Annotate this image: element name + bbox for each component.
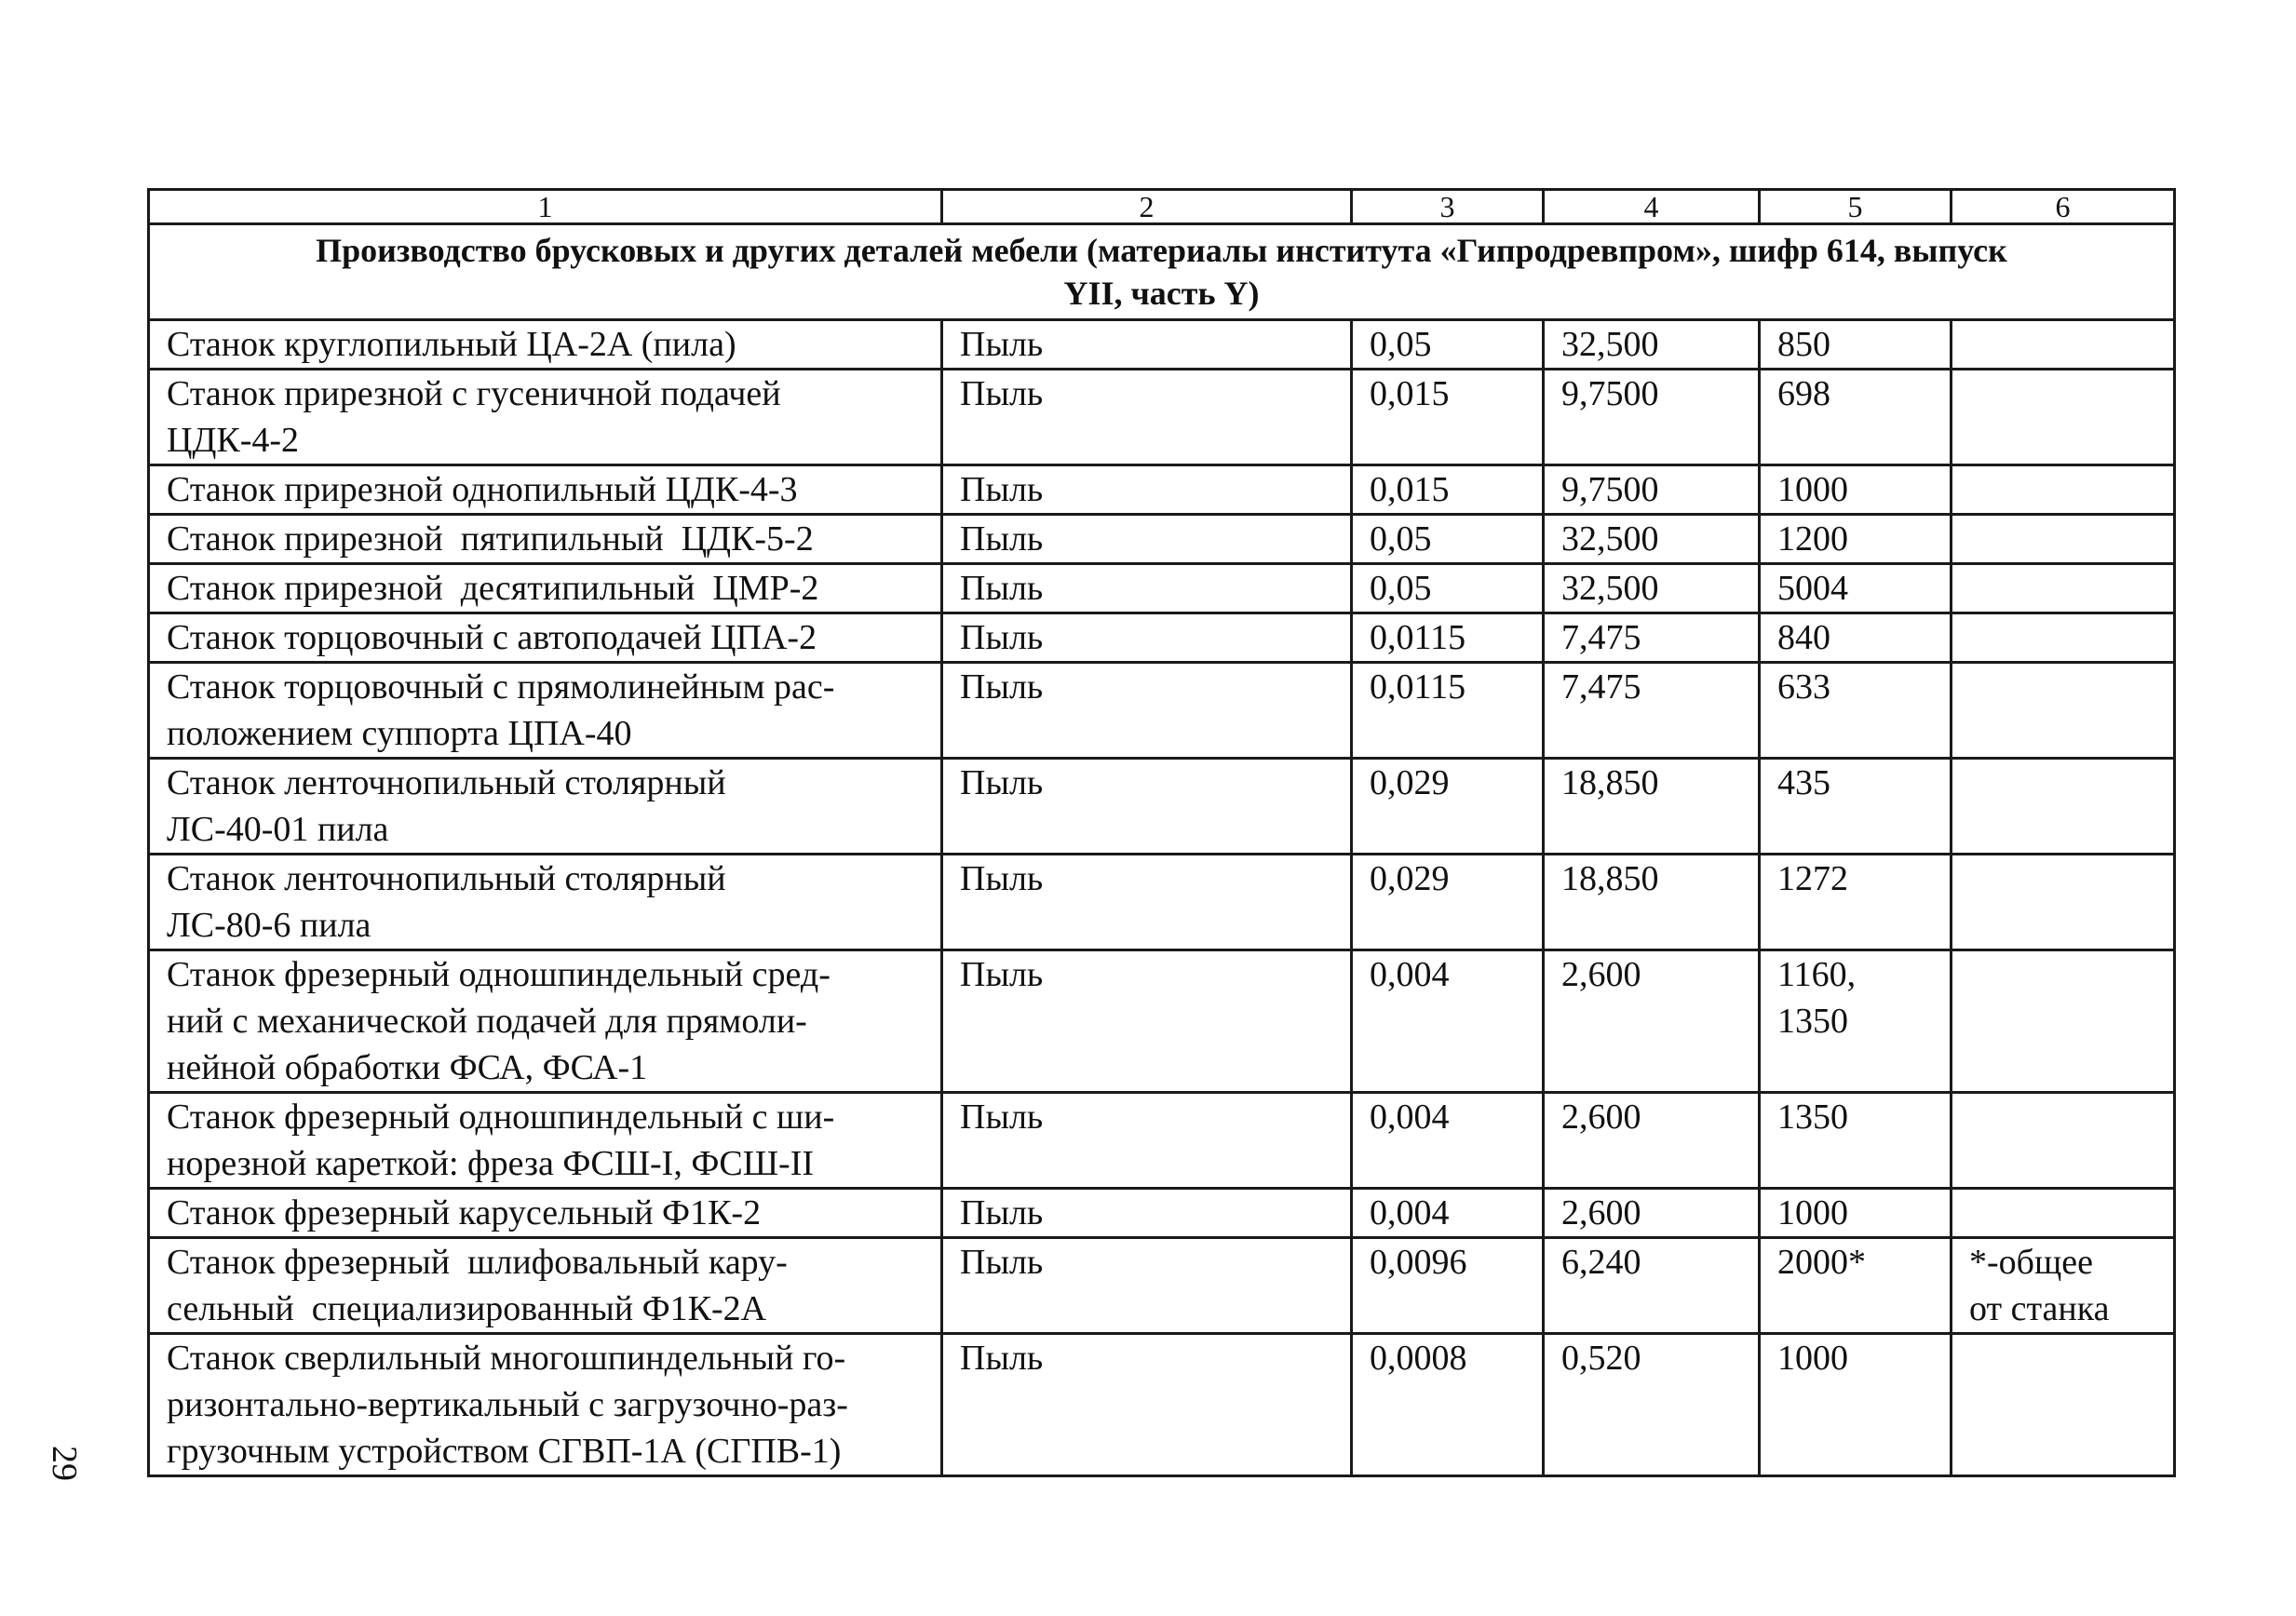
air-volume-cell-line: 698 [1777, 374, 1830, 413]
equipment-name-cell [149, 1093, 942, 1189]
air-volume-cell-line: 850 [1777, 325, 1830, 364]
equipment-name-cell-line: Станок прирезной однопильный ЦДК-4-3 [167, 470, 798, 509]
pollutant-cell: Пыль [942, 759, 1352, 855]
air-volume-cell [1760, 613, 1952, 663]
pollutant-cell: Пыль [942, 320, 1352, 370]
emission-gs-cell: 0,0096 [1352, 1238, 1544, 1334]
emission-gs-cell: 0,05 [1352, 320, 1544, 370]
emissions-table [147, 188, 2176, 1477]
table-row [149, 1334, 2175, 1476]
equipment-name-cell-line: Станок прирезной десятипильный ЦМР-2 [167, 569, 819, 608]
pollutant-cell: Пыль [942, 1093, 1352, 1189]
section-heading-line: Производство брусковых и других деталей мебели (материалы института «Гипродревпром», шифр 614, выпуск [316, 232, 2007, 269]
emission-ty-cell: 9,7500 [1544, 370, 1760, 465]
equipment-name-cell-line: положением суппорта ЦПА-40 [167, 714, 632, 753]
column-number: 3 [1352, 190, 1544, 224]
table-row [149, 564, 2175, 613]
air-volume-cell-line: 1350 [1777, 1098, 1848, 1137]
table-row [149, 1093, 2175, 1189]
air-volume-cell [1760, 1093, 1952, 1189]
pollutant-cell: Пыль [942, 465, 1352, 515]
table-row [149, 663, 2175, 759]
emission-ty-cell: 32,500 [1544, 564, 1760, 613]
air-volume-cell-line: 1200 [1777, 519, 1848, 559]
note-cell [1952, 1238, 2175, 1334]
table-row [149, 1189, 2175, 1238]
section-heading-line: YII, часть Y) [1063, 275, 1260, 312]
note-cell [1952, 1093, 2175, 1189]
note-cell [1952, 320, 2175, 370]
equipment-name-cell [149, 515, 942, 564]
note-cell-line: от станка [1969, 1289, 2110, 1328]
note-cell [1952, 465, 2175, 515]
air-volume-cell-line: 840 [1777, 618, 1830, 657]
table-row [149, 759, 2175, 855]
equipment-name-cell-line: Станок фрезерный карусельный Ф1К-2 [167, 1193, 762, 1232]
column-number: 4 [1544, 190, 1760, 224]
equipment-name-cell-line: Станок фрезерный одношпиндельный сред- [167, 955, 831, 994]
air-volume-cell [1760, 515, 1952, 564]
note-cell [1952, 515, 2175, 564]
equipment-name-cell-line: норезной кареткой: фреза ФСШ-I, ФСШ-II [167, 1144, 815, 1183]
air-volume-cell [1760, 1238, 1952, 1334]
note-cell [1952, 663, 2175, 759]
table-row [149, 465, 2175, 515]
emission-gs-cell: 0,05 [1352, 515, 1544, 564]
pollutant-cell: Пыль [942, 663, 1352, 759]
pollutant-cell: Пыль [942, 564, 1352, 613]
equipment-name-cell-line: ЛС-40-01 пила [167, 810, 389, 849]
column-number: 2 [942, 190, 1352, 224]
air-volume-cell [1760, 564, 1952, 613]
note-cell [1952, 855, 2175, 950]
air-volume-cell [1760, 855, 1952, 950]
emission-ty-cell: 7,475 [1544, 663, 1760, 759]
air-volume-cell [1760, 950, 1952, 1093]
equipment-name-cell-line: Станок сверлильный многошпиндельный го- [167, 1339, 846, 1378]
note-cell [1952, 1189, 2175, 1238]
equipment-name-cell-line: грузочным устройством СГВП-1А (СГПВ-1) [167, 1432, 842, 1471]
emission-ty-cell: 32,500 [1544, 515, 1760, 564]
equipment-name-cell [149, 855, 942, 950]
equipment-name-cell [149, 320, 942, 370]
equipment-name-cell [149, 663, 942, 759]
emission-ty-cell: 9,7500 [1544, 465, 1760, 515]
emission-gs-cell: 0,0008 [1352, 1334, 1544, 1476]
emission-ty-cell: 0,520 [1544, 1334, 1760, 1476]
emission-gs-cell: 0,05 [1352, 564, 1544, 613]
air-volume-cell [1760, 370, 1952, 465]
emission-ty-cell: 2,600 [1544, 1093, 1760, 1189]
table-row [149, 950, 2175, 1093]
air-volume-cell-line: 435 [1777, 763, 1830, 802]
section-heading-row [149, 224, 2175, 320]
equipment-name-cell-line: ний с механической подачей для прямоли- [167, 1002, 807, 1041]
air-volume-cell-line: 1000 [1777, 1193, 1848, 1232]
pollutant-cell: Пыль [942, 855, 1352, 950]
equipment-name-cell-line: Станок ленточнопильный столярный [167, 859, 726, 898]
equipment-name-cell-line: Станок прирезной с гусеничной подачей [167, 374, 781, 413]
emission-gs-cell: 0,004 [1352, 950, 1544, 1093]
equipment-name-cell-line: Станок ленточнопильный столярный [167, 763, 726, 802]
equipment-name-cell [149, 1189, 942, 1238]
air-volume-cell [1760, 320, 1952, 370]
note-cell [1952, 1334, 2175, 1476]
equipment-name-cell [149, 759, 942, 855]
emission-gs-cell: 0,0115 [1352, 613, 1544, 663]
column-number-row [149, 190, 2175, 224]
equipment-name-cell [149, 370, 942, 465]
air-volume-cell-line: 1350 [1777, 1002, 1848, 1041]
emission-ty-cell: 18,850 [1544, 759, 1760, 855]
section-heading [149, 224, 2175, 320]
pollutant-cell: Пыль [942, 1238, 1352, 1334]
note-cell [1952, 564, 2175, 613]
note-cell-line: *-общее [1969, 1243, 2093, 1282]
emission-ty-cell: 32,500 [1544, 320, 1760, 370]
equipment-name-cell-line: Станок прирезной пятипильный ЦДК-5-2 [167, 519, 814, 559]
pollutant-cell: Пыль [942, 1334, 1352, 1476]
equipment-name-cell-line: Станок торцовочный с прямолинейным рас- [167, 667, 835, 707]
equipment-name-cell-line: Станок круглопильный ЦА-2А (пила) [167, 325, 736, 364]
equipment-name-cell [149, 613, 942, 663]
emission-ty-cell: 2,600 [1544, 950, 1760, 1093]
air-volume-cell-line: 633 [1777, 667, 1830, 707]
air-volume-cell [1760, 1334, 1952, 1476]
equipment-name-cell [149, 1334, 942, 1476]
emission-gs-cell: 0,029 [1352, 855, 1544, 950]
equipment-name-cell-line: Станок фрезерный одношпиндельный с ши- [167, 1098, 835, 1137]
note-cell [1952, 759, 2175, 855]
air-volume-cell [1760, 759, 1952, 855]
pollutant-cell: Пыль [942, 515, 1352, 564]
column-number: 5 [1760, 190, 1952, 224]
emission-gs-cell: 0,015 [1352, 370, 1544, 465]
table-row [149, 515, 2175, 564]
equipment-name-cell-line: ЛС-80-6 пила [167, 906, 371, 945]
emission-gs-cell: 0,0115 [1352, 663, 1544, 759]
air-volume-cell-line: 1000 [1777, 470, 1848, 509]
emission-ty-cell: 7,475 [1544, 613, 1760, 663]
air-volume-cell-line: 1160, [1777, 955, 1857, 994]
table-row [149, 855, 2175, 950]
table-row [149, 370, 2175, 465]
note-cell [1952, 370, 2175, 465]
equipment-name-cell-line: нейной обработки ФСА, ФСА-1 [167, 1048, 648, 1087]
note-cell [1952, 950, 2175, 1093]
air-volume-cell [1760, 1189, 1952, 1238]
emission-gs-cell: 0,029 [1352, 759, 1544, 855]
air-volume-cell-line: 2000* [1777, 1243, 1866, 1282]
column-number: 1 [149, 190, 942, 224]
note-cell [1952, 613, 2175, 663]
equipment-name-cell-line: ЦДК-4-2 [167, 421, 300, 460]
table-row [149, 613, 2175, 663]
air-volume-cell-line: 5004 [1777, 569, 1848, 608]
equipment-name-cell [149, 950, 942, 1093]
pollutant-cell: Пыль [942, 950, 1352, 1093]
air-volume-cell-line: 1272 [1777, 859, 1848, 898]
emission-ty-cell: 2,600 [1544, 1189, 1760, 1238]
equipment-name-cell [149, 465, 942, 515]
equipment-name-cell [149, 564, 942, 613]
emission-gs-cell: 0,015 [1352, 465, 1544, 515]
equipment-name-cell-line: Станок фрезерный шлифовальный кару- [167, 1243, 788, 1282]
pollutant-cell: Пыль [942, 370, 1352, 465]
pollutant-cell: Пыль [942, 613, 1352, 663]
emission-ty-cell: 18,850 [1544, 855, 1760, 950]
air-volume-cell-line: 1000 [1777, 1339, 1848, 1378]
equipment-name-cell-line: Станок торцовочный с автоподачей ЦПА-2 [167, 618, 817, 657]
equipment-name-cell-line: ризонтально-вертикальный с загрузочно-раз- [167, 1385, 848, 1424]
emission-gs-cell: 0,004 [1352, 1189, 1544, 1238]
table-row [149, 320, 2175, 370]
table-row [149, 1238, 2175, 1334]
air-volume-cell [1760, 663, 1952, 759]
air-volume-cell [1760, 465, 1952, 515]
page-number: 29 [45, 1446, 84, 1481]
column-number: 6 [1952, 190, 2175, 224]
emission-gs-cell: 0,004 [1352, 1093, 1544, 1189]
table-body [149, 190, 2175, 1476]
equipment-name-cell-line: сельный специализированный Ф1К-2А [167, 1289, 767, 1328]
equipment-name-cell [149, 1238, 942, 1334]
pollutant-cell: Пыль [942, 1189, 1352, 1238]
emission-ty-cell: 6,240 [1544, 1238, 1760, 1334]
